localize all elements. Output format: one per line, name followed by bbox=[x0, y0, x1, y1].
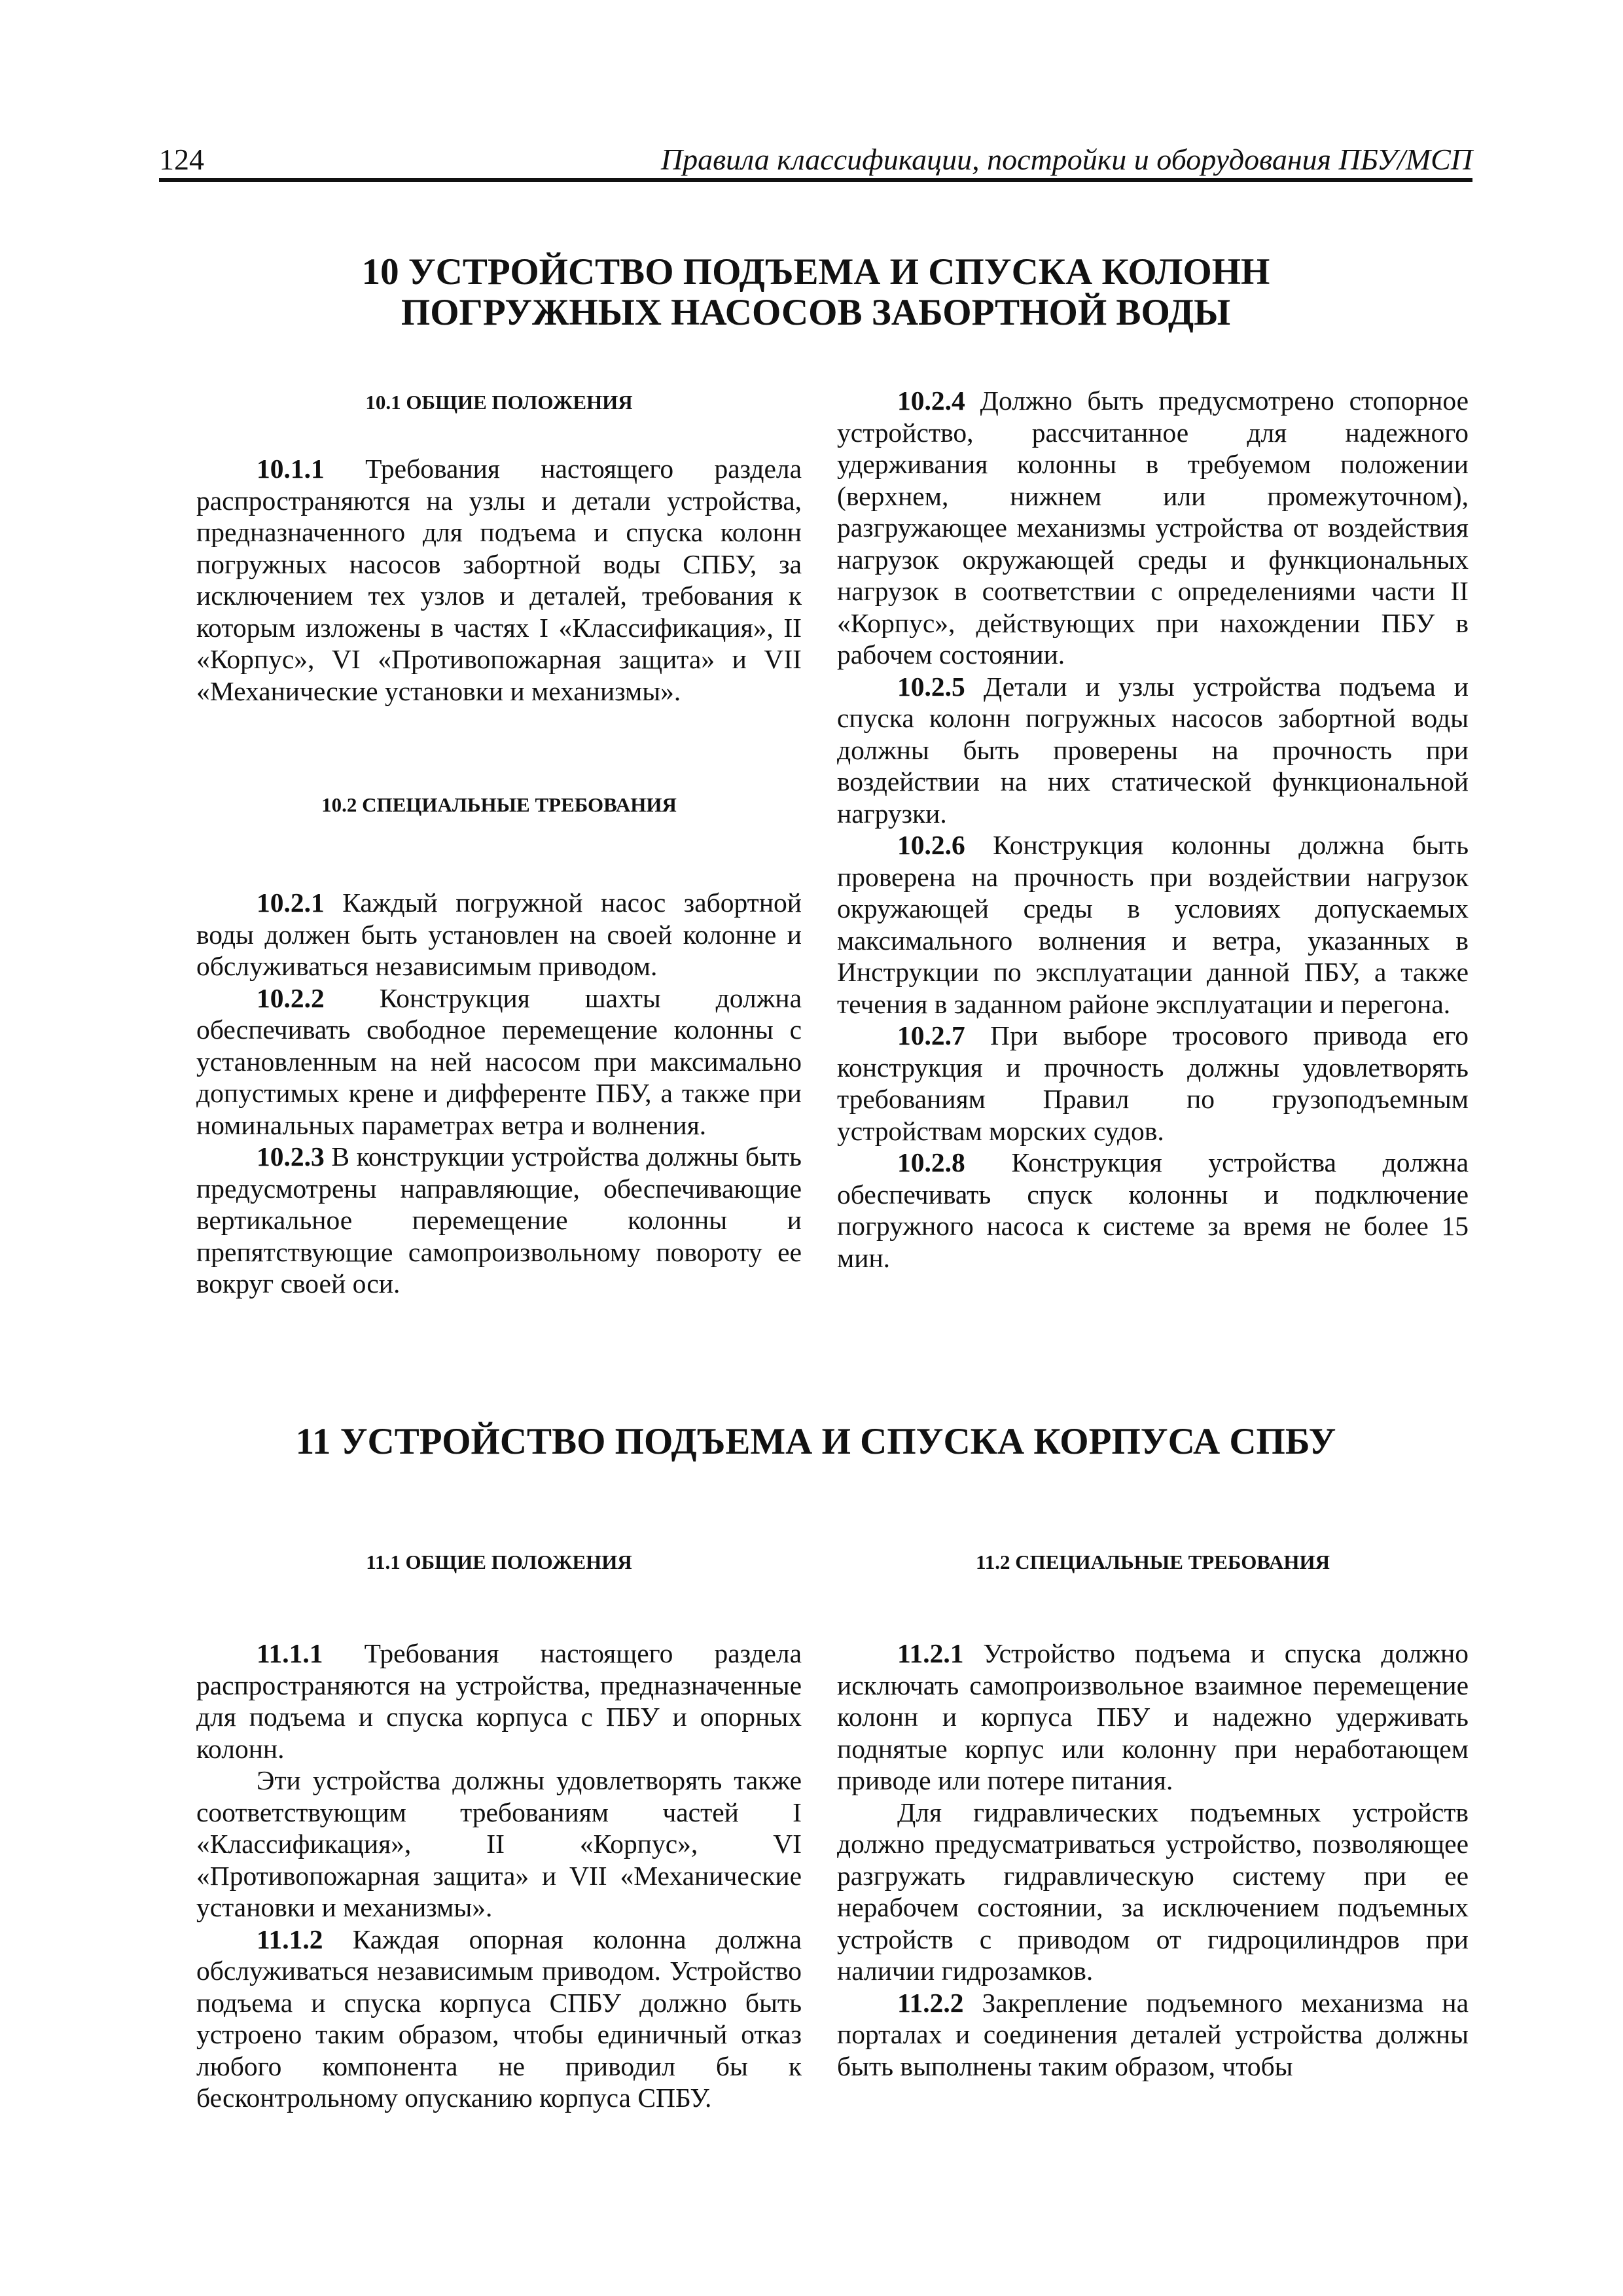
paragraph-text: В конструкции устройства должны быть предусмотрены направляющие, обеспечивающие вертикальное перемещение колонны и препятствующие самопроизвольному повороту ее вокруг своей оси. bbox=[196, 1141, 802, 1299]
chapter-10-right-column bbox=[837, 385, 1469, 1274]
paragraph-number: 11.1.2 bbox=[257, 1924, 323, 1954]
paragraph-10-2-7 bbox=[837, 1020, 1469, 1147]
paragraph-number: 10.2.7 bbox=[897, 1020, 965, 1050]
paragraph-10-2-6 bbox=[837, 829, 1469, 1020]
paragraph-text: Детали и узлы устройства подъема и спуска колонн погружных насосов забортной воды должны быть проверены на прочность при воздействии на них статической функциональной нагрузки. bbox=[837, 671, 1469, 829]
chapter-10-title-line-1: 10 УСТРОЙСТВО ПОДЪЕМА И СПУСКА КОЛОНН bbox=[361, 251, 1270, 293]
paragraph-number: 10.2.6 bbox=[897, 830, 965, 860]
paragraph-number: 10.2.8 bbox=[897, 1147, 965, 1177]
paragraph-number: 10.1.1 bbox=[257, 454, 325, 484]
paragraph-10-2-4 bbox=[837, 385, 1469, 671]
paragraph-text: Конструкция колонны должна быть проверена на прочность при воздействии нагрузок окружающей среды в условиях допускаемых максимального волнения и ветра, указанных в Инструкции по эксплуатации данной ПБУ, а также течения в заданном районе эксплуатации и перегона. bbox=[837, 830, 1469, 1019]
paragraph-text: Закрепление подъемного механизма на порталах и соединения деталей устройства должны быть выполнены таким образом, чтобы bbox=[837, 1987, 1469, 2081]
chapter-11-title-line: 11 УСТРОЙСТВО ПОДЪЕМА И СПУСКА КОРПУСА СПБУ bbox=[295, 1421, 1336, 1462]
paragraph-10-2-8 bbox=[837, 1147, 1469, 1274]
paragraph-number: 10.2.2 bbox=[257, 982, 325, 1013]
running-title: Правила классификации, постройки и оборудования ПБУ/МСП bbox=[660, 143, 1472, 176]
paragraph-text: Каждая опорная колонна должна обслуживаться независимым приводом. Устройство подъема и спуска корпуса СПБУ должно быть устроено таким образом, чтобы единичный отказ любого компонента не приводил бы к бесконтрольному опусканию корпуса СПБУ. bbox=[196, 1924, 802, 2113]
paragraph-text: Эти устройства должны удовлетворять также соответствующим требованиям частей I «Классификация», II «Корпус», VI «Противопожарная защита» и VII «Механические установки и механизмы». bbox=[196, 1765, 802, 1922]
paragraph-number: 10.2.1 bbox=[257, 888, 325, 918]
section-10-2-heading: 10.2 СПЕЦИАЛЬНЫЕ ТРЕБОВАНИЯ bbox=[321, 793, 677, 816]
paragraph-10-2-1 bbox=[196, 887, 802, 982]
paragraph-10-2-3 bbox=[196, 1141, 802, 1300]
chapter-11-right-column bbox=[837, 1549, 1469, 2082]
page-number: 124 bbox=[159, 143, 204, 176]
page-header bbox=[159, 139, 1472, 178]
paragraph-number: 11.2.1 bbox=[897, 1638, 964, 1668]
paragraph-10-2-2 bbox=[196, 982, 802, 1141]
paragraph-text: Для гидравлических подъемных устройств должно предусматриваться устройство, позволяющее разгружать гидравлическую систему при ее нерабочем состоянии, за исключением подъемных устройств с приводом от гидроцилиндров при наличии гидрозамков. bbox=[837, 1797, 1469, 1986]
paragraph-10-2-5 bbox=[837, 671, 1469, 830]
paragraph-text: При выборе тросового привода его конструкция и прочность должны удовлетворять требованиям Правил по грузоподъемным устройствам морских судов. bbox=[837, 1020, 1469, 1146]
paragraph-text: Устройство подъема и спуска должно исключать самопроизвольное взаимное перемещение колонн и корпуса ПБУ и надежно удерживать поднятые корпус или колонну при неработающем приводе или потере питания. bbox=[837, 1638, 1469, 1795]
chapter-10-left-column bbox=[196, 389, 802, 1300]
paragraph-number: 11.2.2 bbox=[897, 1987, 964, 2018]
section-10-1-heading: 10.1 ОБЩИЕ ПОЛОЖЕНИЯ bbox=[365, 391, 633, 414]
paragraph-11-1-1-cont bbox=[196, 1765, 802, 1924]
paragraph-number: 11.1.1 bbox=[257, 1638, 323, 1668]
paragraph-11-2-2 bbox=[837, 1987, 1469, 2083]
paragraph-11-1-1 bbox=[196, 1638, 802, 1765]
chapter-10-title bbox=[159, 252, 1472, 333]
paragraph-10-1-1 bbox=[196, 453, 802, 707]
paragraph-11-2-1 bbox=[837, 1638, 1469, 1797]
chapter-11-title bbox=[159, 1422, 1472, 1462]
paragraph-text: Требования настоящего раздела распространяются на узлы и детали устройства, предназначенного для подъема и спуска колонн погружных насосов забортной воды СПБУ, за исключением тех узлов и деталей, требования к которым изложены в частях I «Классификация», II «Корпус», VI «Противопожарная защита» и VII «Механические установки и механизмы». bbox=[196, 454, 802, 706]
chapter-10-title-line-2: ПОГРУЖНЫХ НАСОСОВ ЗАБОРТНОЙ ВОДЫ bbox=[401, 292, 1231, 333]
paragraph-11-2-1-cont bbox=[837, 1797, 1469, 1987]
header-rule bbox=[159, 178, 1472, 182]
paragraph-text: Должно быть предусмотрено стопорное устройство, рассчитанное для надежного удерживания колонны в требуемом положении (верхнем, нижнем или промежуточном), разгружающее механизмы устройства от воздействия нагрузок окружающей среды и функциональных нагрузок в соответствии с определениями части II «Корпус», действующих при нахождении ПБУ в рабочем состоянии. bbox=[837, 386, 1469, 670]
paragraph-text: Каждый погружной насос забортной воды должен быть установлен на своей колонне и обслуживаться независимым приводом. bbox=[196, 888, 802, 981]
paragraph-number: 10.2.5 bbox=[897, 671, 965, 702]
section-11-2-heading: 11.2 СПЕЦИАЛЬНЫЕ ТРЕБОВАНИЯ bbox=[975, 1551, 1330, 1573]
paragraph-11-1-2 bbox=[196, 1924, 802, 2114]
chapter-11-left-column bbox=[196, 1549, 802, 2114]
paragraph-text: Конструкция устройства должна обеспечивать спуск колонны и подключение погружного насоса к системе за время не более 15 мин. bbox=[837, 1147, 1469, 1273]
paragraph-text: Требования настоящего раздела распространяются на устройства, предназначенные для подъема и спуска корпуса с ПБУ и опорных колонн. bbox=[196, 1638, 802, 1764]
paragraph-text: Конструкция шахты должна обеспечивать свободное перемещение колонны с установленным на ней насосом при максимально допустимых крене и дифференте ПБУ, а также при номинальных параметрах ветра и волнения. bbox=[196, 982, 802, 1140]
section-11-1-heading: 11.1 ОБЩИЕ ПОЛОЖЕНИЯ bbox=[366, 1551, 632, 1573]
paragraph-number: 10.2.4 bbox=[897, 386, 965, 416]
paragraph-number: 10.2.3 bbox=[257, 1141, 325, 1172]
